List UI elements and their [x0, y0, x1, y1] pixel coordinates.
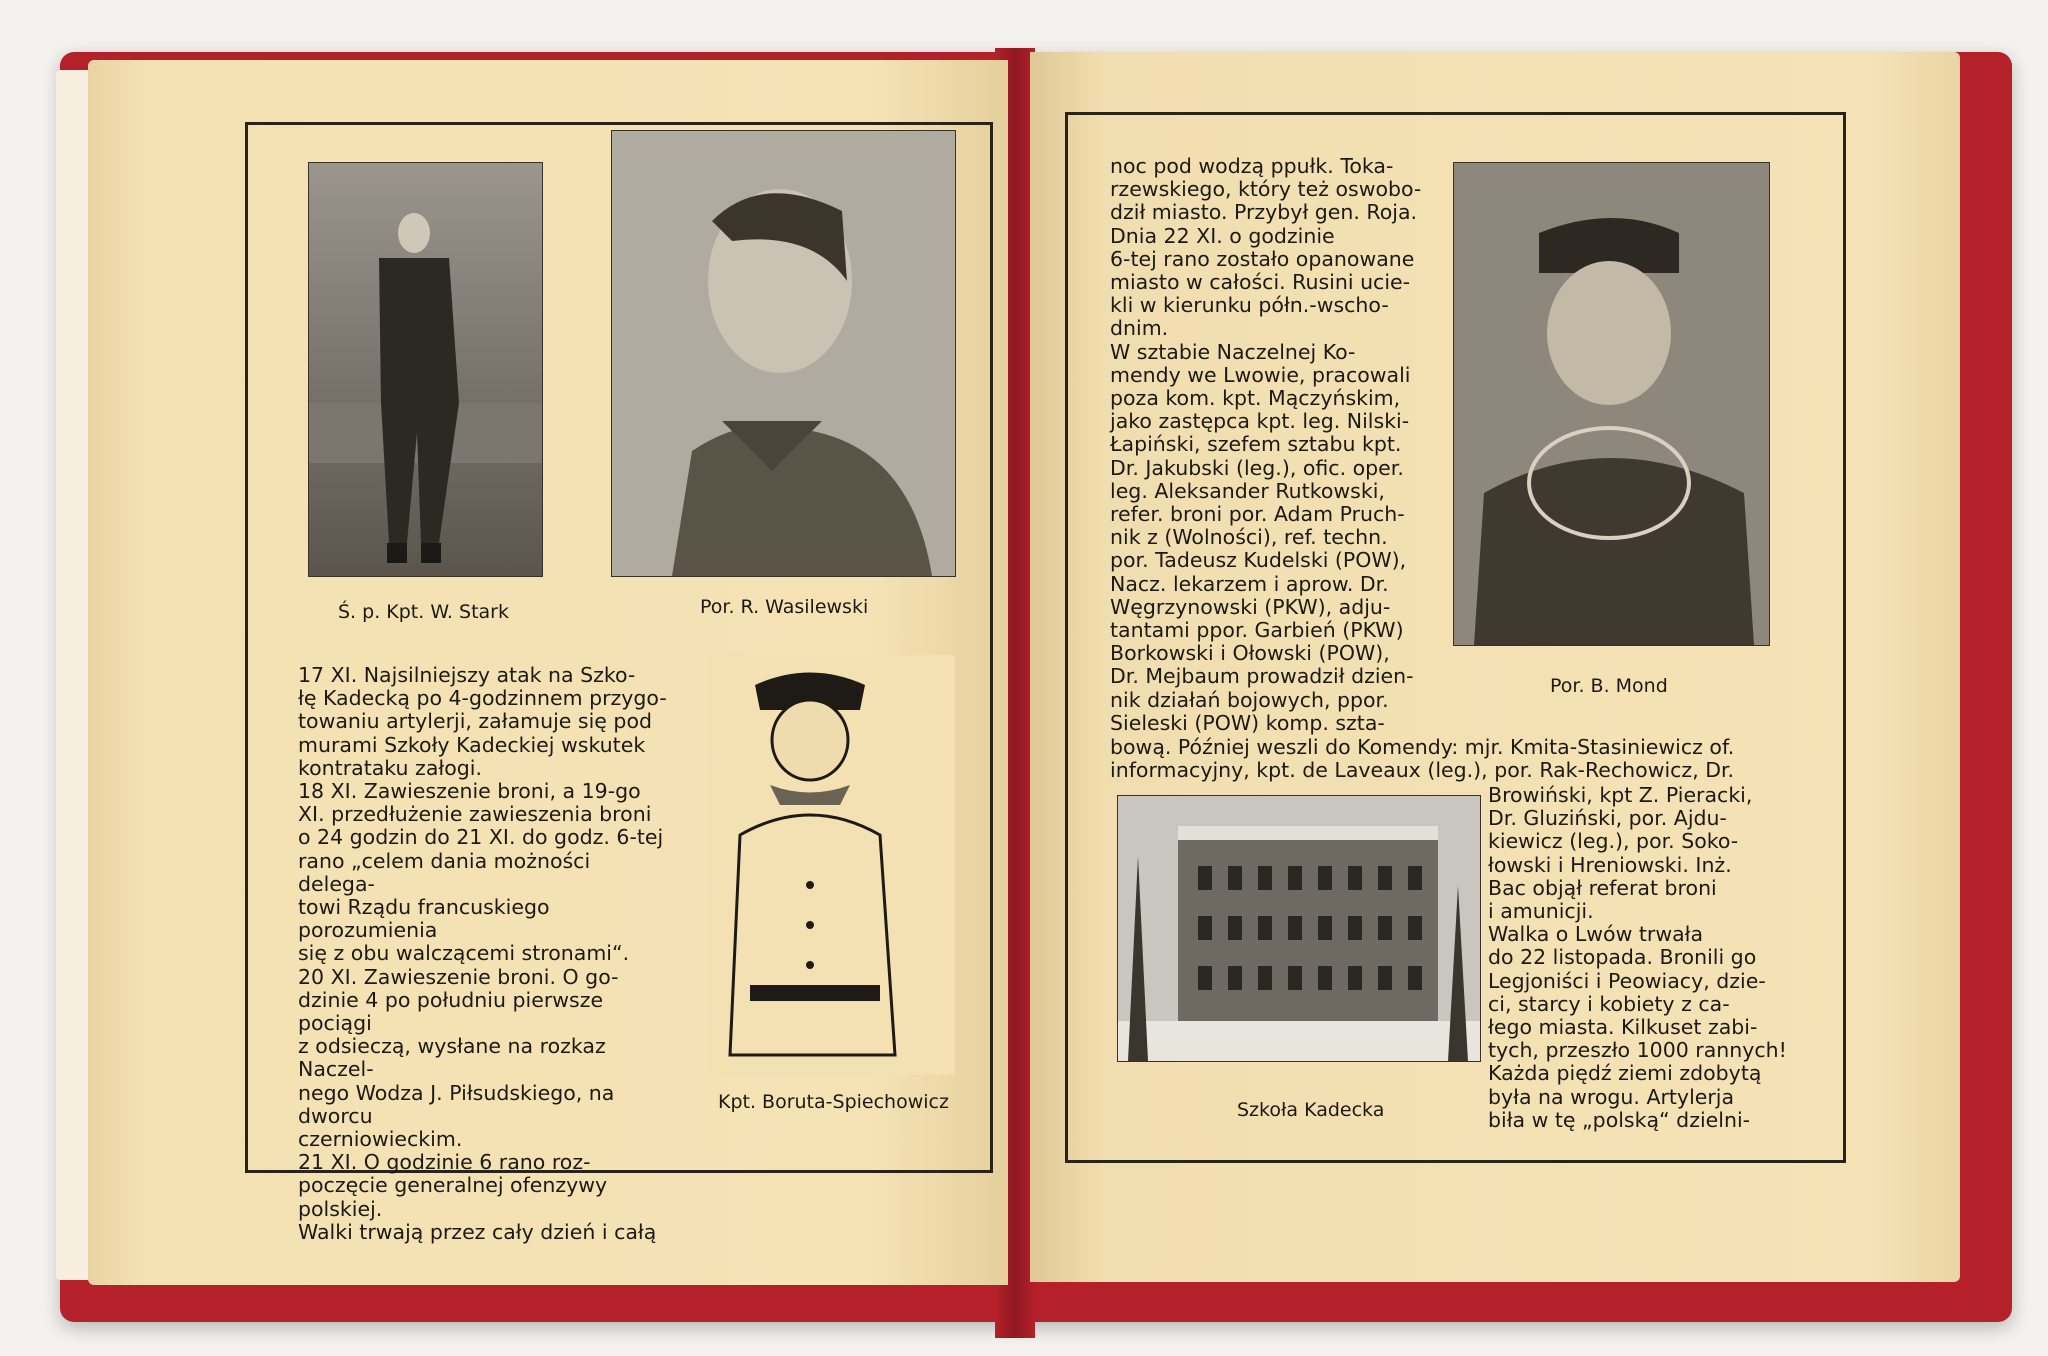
text-line: Walki trwają przez cały dzień i całą [298, 1219, 657, 1244]
text-line: Legjoniści i Peowiacy, dzie- [1488, 968, 1766, 993]
left-page-text [298, 664, 673, 1244]
text-line: nik z (Wolności), ref. techn. [1110, 525, 1388, 550]
drawing-boruta [710, 655, 955, 1075]
right-page-text-top [1110, 155, 1450, 735]
text-line: kli w kierunku półn.-wscho- [1110, 293, 1389, 318]
text-line: murami Szkoły Kadeckiej wskutek [298, 732, 646, 757]
text-line: tantami ppor. Garbień (PKW) [1110, 618, 1404, 643]
text-line: 21 XI. O godzinie 6 rano roz- [298, 1150, 591, 1175]
text-line: Węgrzynowski (PKW), adju- [1110, 594, 1391, 619]
text-line: o 24 godzin do 21 XI. do godz. 6-tej [298, 825, 664, 850]
text-line: Łapiński, szefem sztabu kpt. [1110, 432, 1402, 457]
text-line: łę Kadecką po 4-godzinnem przygo- [298, 686, 667, 711]
text-line: dnim. [1110, 316, 1169, 341]
text-line: się z obu walczącemi stronami“. [298, 941, 630, 966]
text-line: Każda piędź ziemi zdobytą [1488, 1061, 1762, 1086]
text-line: Borkowski i Ołowski (POW), [1110, 641, 1390, 666]
caption-school: Szkoła Kadecka [1237, 1099, 1385, 1121]
text-line: rzewskiego, który też oswobo- [1110, 177, 1422, 202]
text-line: nego Wodza J. Piłsudskiego, na dworcu [298, 1080, 615, 1128]
caption-wasilewski: Por. R. Wasilewski [700, 596, 869, 618]
photo-mond [1453, 162, 1770, 646]
right-page-text-mid [1110, 736, 1850, 782]
text-line: była na wrogu. Artylerja [1488, 1084, 1735, 1109]
text-line: rano „celem dania możności delega- [298, 848, 591, 896]
text-line: miasto w całości. Rusini ucie- [1110, 270, 1411, 295]
text-line: W sztabie Naczelnej Ko- [1110, 339, 1356, 364]
text-line: leg. Aleksander Rutkowski, [1110, 478, 1385, 503]
text-line: Browiński, kpt Z. Pieracki, [1488, 783, 1753, 807]
text-line: Walka o Lwów trwała [1488, 922, 1704, 947]
text-line: jako zastępca kpt. leg. Nilski- [1110, 409, 1410, 434]
photo-school [1117, 795, 1481, 1062]
text-line: Bac objął referat broni [1488, 875, 1717, 900]
text-line: por. Tadeusz Kudelski (POW), [1110, 548, 1407, 573]
text-line: dzinie 4 po południu pierwsze pociągi [298, 987, 604, 1036]
text-line: informacyjny, kpt. de Laveaux (leg.), por. Rak-Rechowicz, Dr. [1110, 758, 1735, 783]
text-line: towaniu artylerji, załamuje się pod [298, 709, 652, 734]
text-line: czerniowieckim. [298, 1127, 463, 1152]
text-line: towi Rządu francuskiego porozumienia [298, 895, 550, 943]
text-line: do 22 listopada. Bronili go [1488, 945, 1757, 970]
right-page-text-side [1488, 784, 1793, 1132]
text-line: i amunicji. [1488, 899, 1594, 924]
text-line: kiewicz (leg.), por. Soko- [1488, 829, 1739, 854]
text-line: dził miasto. Przybył gen. Roja. [1110, 200, 1418, 225]
text-line: łego miasta. Kilkuset zabi- [1488, 1015, 1758, 1040]
text-line: mendy we Lwowie, pracowali [1110, 362, 1411, 387]
text-line: ci, starcy i kobiety z ca- [1488, 991, 1730, 1016]
text-line: poza kom. kpt. Mączyńskim, [1110, 386, 1401, 411]
photo-wasilewski [611, 130, 956, 577]
text-line: tych, przeszło 1000 rannych! [1488, 1038, 1787, 1063]
text-line: biła w tę „polską“ dzielni- [1488, 1107, 1751, 1132]
text-line: 17 XI. Najsilniejszy atak na Szko- [298, 663, 636, 687]
text-line: Sieleski (POW) komp. szta- [1110, 710, 1385, 735]
photo-stark [308, 162, 543, 577]
text-line: 18 XI. Zawieszenie broni, a 19-go [298, 779, 641, 804]
caption-mond: Por. B. Mond [1550, 675, 1668, 697]
caption-boruta: Kpt. Boruta-Spiechowicz [718, 1091, 949, 1113]
caption-stark: Ś. p. Kpt. W. Stark [338, 601, 509, 623]
text-line: Dr. Mejbaum prowadził dzien- [1110, 664, 1414, 689]
text-line: noc pod wodzą ppułk. Toka- [1110, 154, 1394, 178]
text-line: łowski i Hreniowski. Inż. [1488, 852, 1732, 877]
text-line: 6-tej rano zostało opanowane [1110, 246, 1415, 271]
text-line: Dr. Gluziński, por. Ajdu- [1488, 806, 1727, 831]
text-line: Dnia 22 XI. o godzinie [1110, 223, 1335, 248]
text-line: 20 XI. Zawieszenie broni. O go- [298, 964, 619, 989]
text-line: nik działań bojowych, ppor. [1110, 687, 1389, 712]
text-line: bową. Później weszli do Komendy: mjr. Kmita-Stasiniewicz of. [1110, 735, 1735, 759]
text-line: XI. przedłużenie zawieszenia broni [298, 802, 652, 827]
text-line: z odsieczą, wysłane na rozkaz Naczel- [298, 1034, 606, 1082]
text-line: Dr. Jakubski (leg.), ofic. oper. [1110, 455, 1404, 480]
text-line: Nacz. lekarzem i aprow. Dr. [1110, 571, 1389, 596]
text-line: poczęcie generalnej ofenzywy polskiej. [298, 1173, 608, 1221]
text-line: refer. broni por. Adam Pruch- [1110, 502, 1405, 527]
text-line: kontrataku załogi. [298, 755, 482, 780]
